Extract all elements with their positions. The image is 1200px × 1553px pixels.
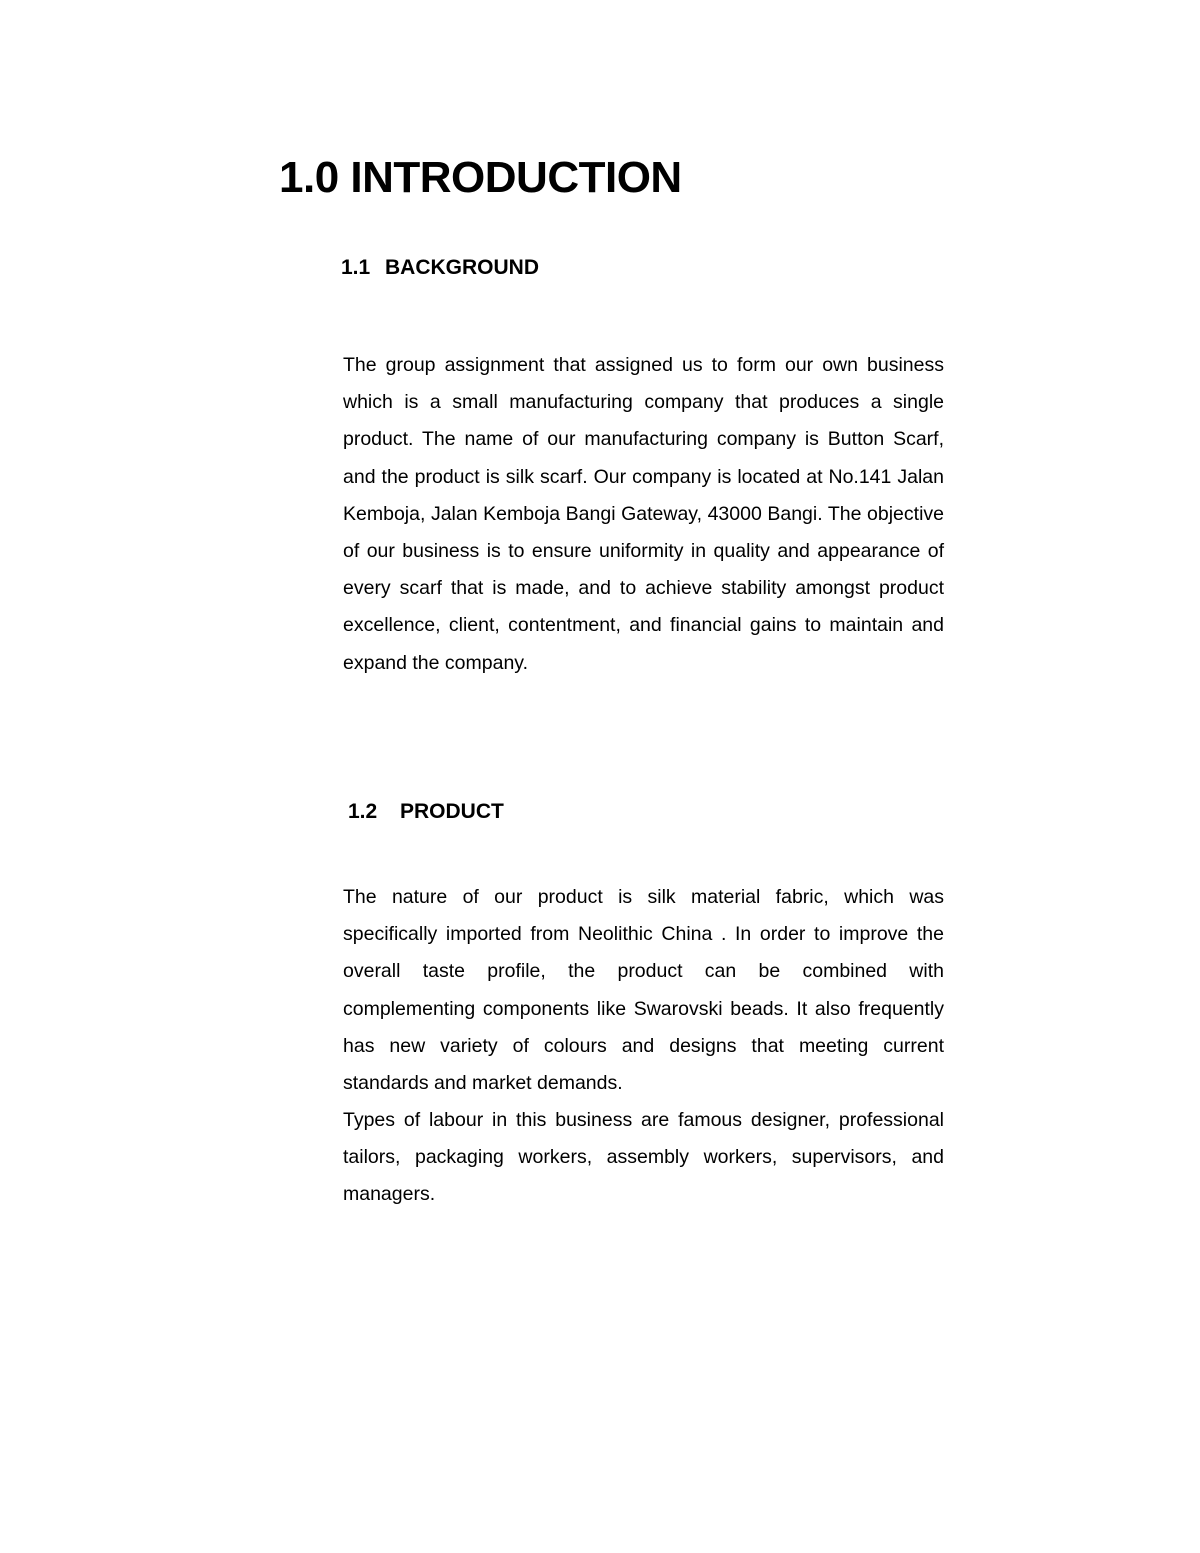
section-heading-text: PRODUCT bbox=[400, 800, 504, 823]
background-paragraph: The group assignment that assigned us to form our own business which is a small manufacturing company that produces a single product. The name of our manufacturing company is Button Scarf, and the product is silk scarf. Our company is located at No.141 Jalan Kemboja, Jalan Kemboja Bangi Gateway, 43000 Bangi. The objective of our business is to ensure uniformity in quality and appearance of every scarf that is made, and to achieve stability amongst product excellence, client, contentment, and financial gains to maintain and expand the company. bbox=[343, 354, 944, 674]
product-paragraph: The nature of our product is silk material fabric, which was specifically imported from Neolithic China . In order to improve the overall taste profile, the product can be combined with complementing components like Swarovski beads. It also frequently has new variety of colours and designs that meeting current standards and market demands. bbox=[343, 886, 944, 1095]
section-number: 1.2 bbox=[348, 800, 378, 823]
document-title: 1.0 INTRODUCTION bbox=[279, 153, 682, 202]
labour-paragraph: Types of labour in this business are famous designer, professional tailors, packaging workers, assembly workers, supervisors, and managers. bbox=[343, 1109, 944, 1206]
section-heading-background bbox=[341, 254, 539, 282]
section-number: 1.1 bbox=[341, 256, 371, 279]
section-heading-text: BACKGROUND bbox=[385, 256, 539, 279]
section-heading-product bbox=[348, 798, 504, 826]
